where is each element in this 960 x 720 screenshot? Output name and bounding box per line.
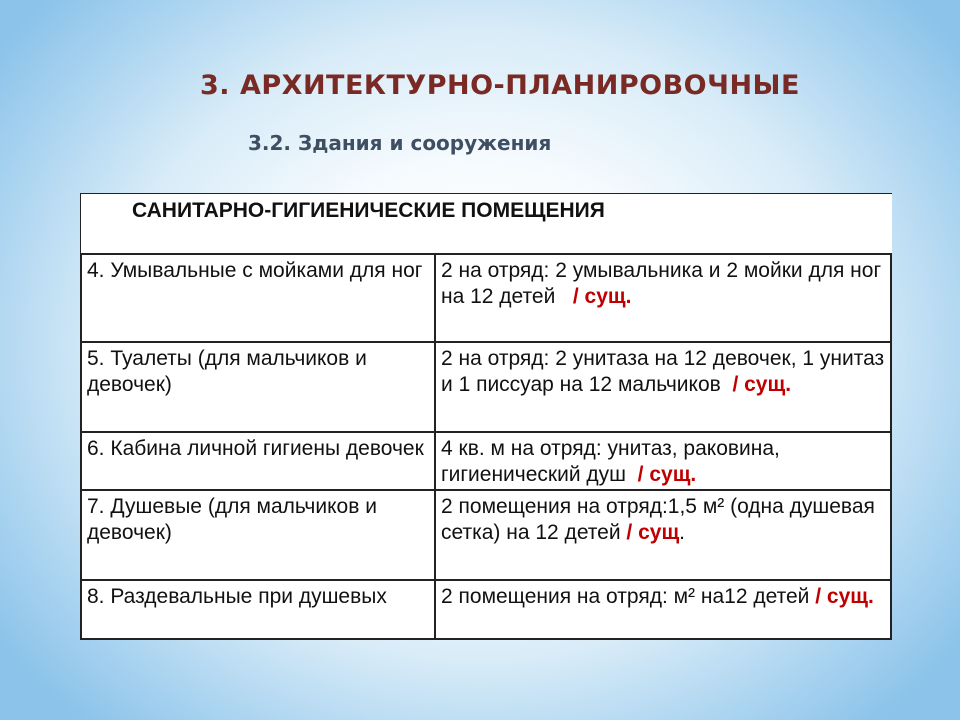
slide-title: 3. АРХИТЕКТУРНО-ПЛАНИРОВОЧНЫЕ	[200, 70, 800, 101]
requirements-table	[80, 193, 892, 640]
table-header-title: САНИТАРНО-ГИГИЕНИЧЕСКИЕ ПОМЕЩЕНИЯ	[132, 199, 605, 222]
norm-cell	[436, 343, 892, 431]
room-name-cell: 4. Умывальные с мойками для ног	[80, 255, 436, 341]
slide-subtitle: 3.2. Здания и сооружения	[248, 131, 552, 155]
status-label: / сущ	[626, 521, 680, 544]
room-name-cell: 7. Душевые (для мальчиков и девочек)	[80, 491, 436, 579]
room-name-cell: 8. Раздевальные при душевых	[80, 581, 436, 638]
table-row	[80, 579, 892, 638]
norm-cell	[436, 491, 892, 579]
norm-text: 2 помещения на отряд:1,5 м² (одна душевая сетка) на 12 детей	[441, 495, 875, 544]
norm-cell	[436, 255, 892, 341]
norm-suffix: .	[679, 521, 686, 544]
norm-cell	[436, 581, 892, 638]
norm-text: 2 на отряд: 2 умывальника и 2 мойки для ног на 12 детей	[441, 259, 882, 308]
status-label: / сущ.	[815, 585, 874, 608]
norm-text: 2 на отряд: 2 унитаза на 12 девочек, 1 унитаз и 1 писсуар на 12 мальчиков	[441, 347, 885, 396]
status-label: / сущ.	[631, 463, 697, 486]
status-label: / сущ.	[561, 285, 632, 308]
table-row	[80, 431, 892, 489]
norm-text: 2 помещения на отряд: м² на12 детей	[441, 585, 816, 608]
table-header	[80, 193, 892, 253]
table-bottom-border	[80, 638, 892, 640]
table-row	[80, 253, 892, 341]
table-row	[80, 489, 892, 579]
room-name-cell: 5. Туалеты (для мальчиков и девочек)	[80, 343, 436, 431]
status-label: / сущ.	[726, 373, 792, 396]
norm-cell	[436, 433, 892, 489]
norm-text: 4 кв. м на отряд: унитаз, раковина, гигиенический душ	[441, 437, 780, 486]
table-row	[80, 341, 892, 431]
room-name-cell: 6. Кабина личной гигиены девочек	[80, 433, 436, 489]
